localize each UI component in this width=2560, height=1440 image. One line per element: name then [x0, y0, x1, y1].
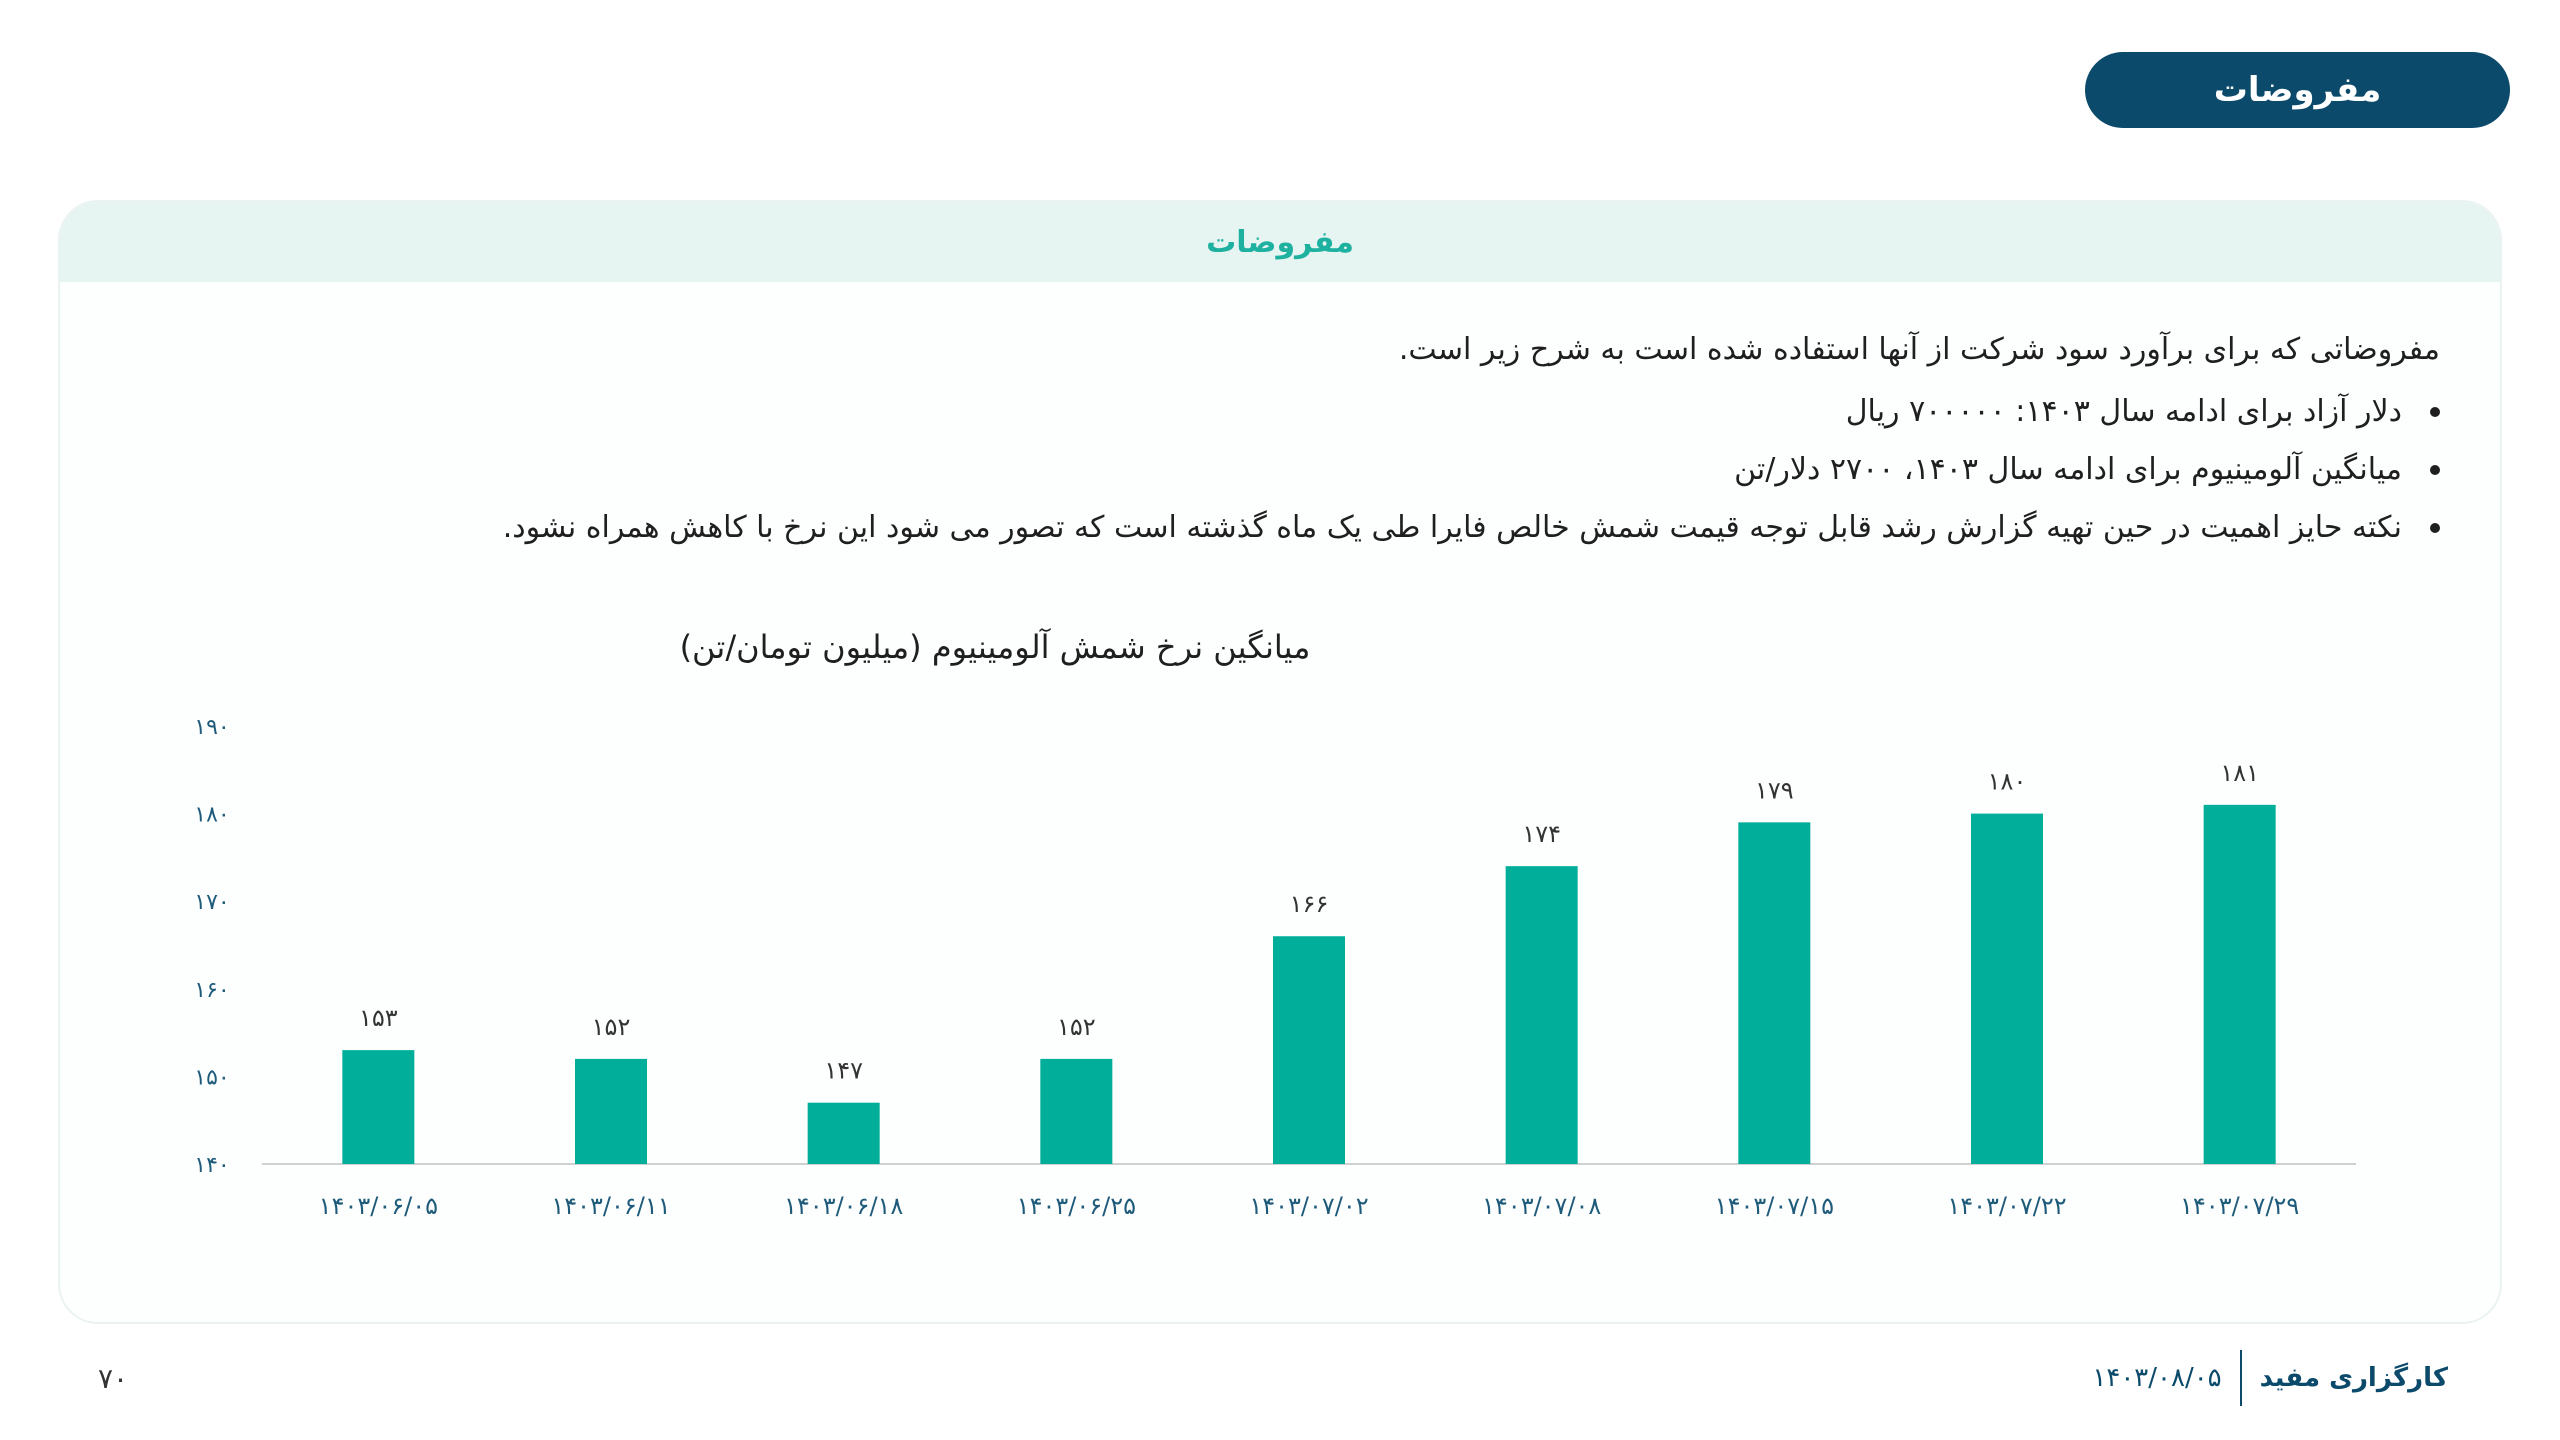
bar	[342, 1050, 414, 1164]
bar	[575, 1059, 647, 1164]
data-label: ۱۵۳	[358, 1004, 398, 1033]
data-label: ۱۷۹	[1754, 776, 1794, 805]
list-item-text: میانگین آلومینیوم برای ادامه سال ۱۴۰۳، ۲۷۰۰ دلار/تن	[1734, 452, 2402, 487]
x-tick-label: ۱۴۰۳/۰۷/۱۵	[1714, 1192, 1834, 1220]
footer-date: ۱۴۰۳/۰۸/۰۵	[2092, 1363, 2222, 1393]
bar	[1040, 1059, 1112, 1164]
x-tick-label: ۱۴۰۳/۰۶/۰۵	[318, 1192, 438, 1220]
footer-brand: کارگزاری مفید	[2259, 1363, 2448, 1393]
data-label: ۱۵۲	[591, 1012, 631, 1041]
bar	[2204, 805, 2276, 1164]
x-tick-label: ۱۴۰۳/۰۷/۰۲	[1249, 1192, 1369, 1220]
list-item-text: دلار آزاد برای ادامه سال ۱۴۰۳: ۷۰۰۰۰۰ ریال	[1845, 394, 2402, 429]
data-label: ۱۸۰	[1987, 767, 2027, 796]
y-tick-label: ۱۶۰	[194, 977, 230, 1003]
bar	[1506, 866, 1578, 1164]
intro-text: مفروضاتی که برای برآورد سود شرکت از آنها استفاده شده است به شرح زیر است.	[1398, 332, 2440, 367]
y-tick-label: ۱۹۰	[194, 715, 230, 740]
footer-divider	[2240, 1350, 2242, 1406]
data-label: ۱۴۷	[824, 1056, 864, 1085]
chart-title: میانگین نرخ شمش آلومینیوم (میلیون تومان/تن)	[679, 628, 1311, 666]
bar	[808, 1103, 880, 1164]
y-tick-label: ۱۸۰	[194, 802, 230, 828]
x-tick-label: ۱۴۰۳/۰۶/۱۸	[784, 1192, 904, 1220]
bar	[1738, 822, 1810, 1164]
x-tick-label: ۱۴۰۳/۰۷/۲۹	[2180, 1192, 2300, 1220]
list-item-text: نکته حایز اهمیت در حین تهیه گزارش رشد قابل توجه قیمت شمش خالص فایرا طی یک ماه گذشته است که تصور می شود این نرخ با کاهش همراه نشود.	[502, 510, 2402, 545]
x-tick-label: ۱۴۰۳/۰۷/۰۸	[1482, 1192, 1602, 1220]
x-tick-label: ۱۴۰۳/۰۷/۲۲	[1947, 1192, 2067, 1220]
x-tick-label: ۱۴۰۳/۰۶/۱۱	[551, 1192, 671, 1220]
footer-brand-block	[2092, 1350, 2448, 1406]
data-label: ۱۷۴	[1522, 820, 1562, 849]
data-label: ۱۸۱	[2220, 758, 2260, 787]
data-label: ۱۶۶	[1289, 890, 1329, 919]
x-tick-label: ۱۴۰۳/۰۶/۲۵	[1016, 1192, 1136, 1220]
y-tick-label: ۱۵۰	[194, 1065, 230, 1091]
page-number: ۷۰	[98, 1362, 129, 1395]
bar	[1273, 936, 1345, 1164]
header-title: مفروضات	[2213, 70, 2382, 110]
y-tick-label: ۱۴۰	[194, 1153, 230, 1178]
card-title: مفروضات	[1206, 224, 1354, 260]
bar	[1971, 814, 2043, 1164]
y-tick-label: ۱۷۰	[194, 890, 230, 916]
data-label: ۱۵۲	[1056, 1012, 1096, 1041]
